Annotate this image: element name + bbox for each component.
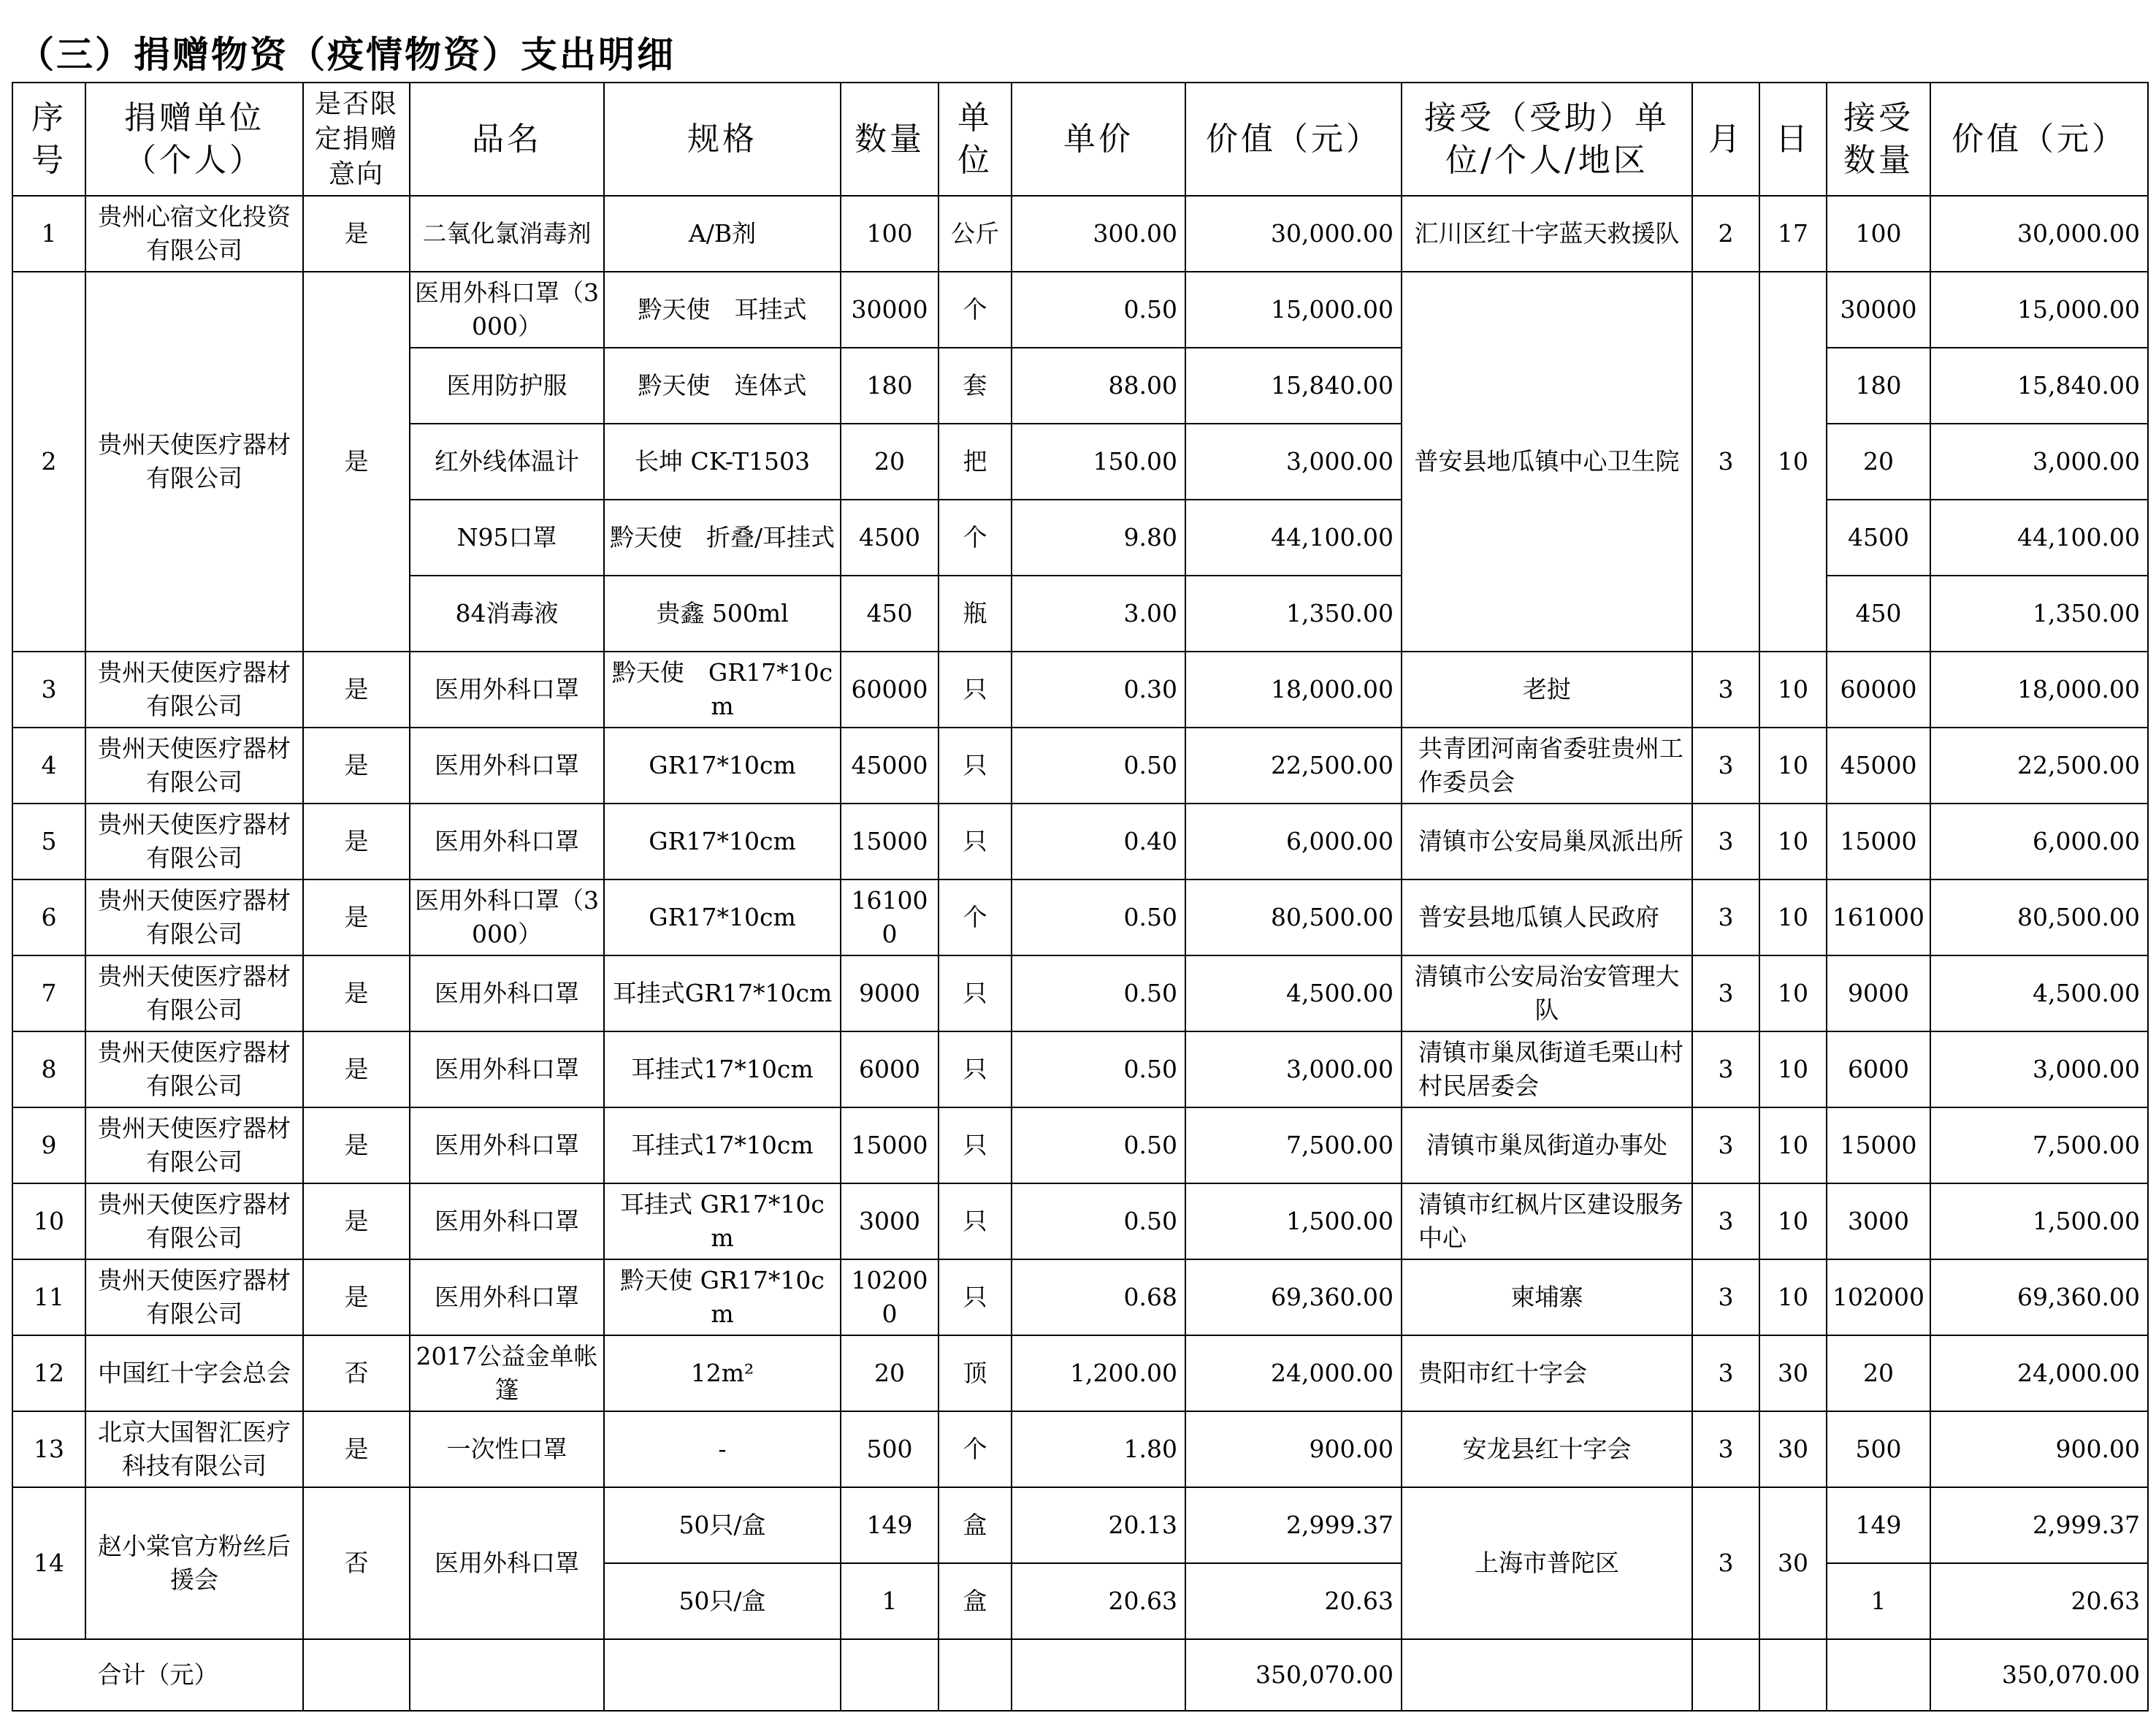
- cell-donor: 贵州心宿文化投资有限公司: [85, 196, 303, 272]
- cell-recv-value: 6,000.00: [1930, 804, 2148, 879]
- cell-restricted: 是: [303, 652, 410, 728]
- cell-day: 30: [1759, 1487, 1827, 1639]
- cell-name: 医用外科口罩: [410, 804, 604, 879]
- cell-recv-value: 15,840.00: [1930, 348, 2148, 424]
- table-row: [12, 1031, 2148, 1107]
- col-header-month: 月: [1692, 83, 1759, 196]
- cell-price: 88.00: [1012, 348, 1185, 424]
- cell-receiver: 贵阳市红十字会: [1402, 1335, 1692, 1411]
- cell-price: 0.50: [1012, 955, 1185, 1031]
- cell-price: 0.40: [1012, 804, 1185, 879]
- cell-restricted: 是: [303, 804, 410, 879]
- cell-price: 300.00: [1012, 196, 1185, 272]
- cell-recv-value: 3,000.00: [1930, 1031, 2148, 1107]
- cell-value: 900.00: [1185, 1411, 1402, 1487]
- cell-price: 0.50: [1012, 1031, 1185, 1107]
- cell-value: 1,500.00: [1185, 1183, 1402, 1259]
- cell-price: 0.50: [1012, 272, 1185, 348]
- cell-unit: 把: [939, 424, 1012, 500]
- cell-recv-qty: 500: [1827, 1411, 1930, 1487]
- cell-seq: 2: [12, 272, 85, 652]
- cell-name: N95口罩: [410, 500, 604, 576]
- cell-spec: 黔天使 耳挂式: [604, 272, 841, 348]
- total-empty-cell: [1759, 1639, 1827, 1711]
- cell-value: 24,000.00: [1185, 1335, 1402, 1411]
- col-header-unit: 单位: [939, 83, 1012, 196]
- col-header-seq: 序号: [12, 83, 85, 196]
- cell-donor: 贵州天使医疗器材有限公司: [85, 1183, 303, 1259]
- table-row: [12, 879, 2148, 955]
- cell-unit: 只: [939, 955, 1012, 1031]
- cell-value: 18,000.00: [1185, 652, 1402, 728]
- cell-recv-value: 3,000.00: [1930, 424, 2148, 500]
- cell-qty: 500: [841, 1411, 939, 1487]
- cell-name: 医用外科口罩: [410, 1259, 604, 1335]
- cell-name: 84消毒液: [410, 576, 604, 652]
- cell-receiver: 清镇市公安局治安管理大队: [1402, 955, 1692, 1031]
- cell-day: 10: [1759, 1183, 1827, 1259]
- cell-recv-value: 80,500.00: [1930, 879, 2148, 955]
- cell-month: 2: [1692, 196, 1759, 272]
- table-row: [12, 1259, 2148, 1335]
- cell-spec: 黔天使 GR17*10cm: [604, 652, 841, 728]
- cell-recv-value: 30,000.00: [1930, 196, 2148, 272]
- cell-qty: 9000: [841, 955, 939, 1031]
- cell-unit: 瓶: [939, 576, 1012, 652]
- total-empty-cell: [1402, 1639, 1692, 1711]
- cell-seq: 10: [12, 1183, 85, 1259]
- cell-spec: 耳挂式 GR17*10cm: [604, 1183, 841, 1259]
- page-title: （三）捐赠物资（疫情物资）支出明细: [18, 33, 676, 76]
- cell-recv-qty: 3000: [1827, 1183, 1930, 1259]
- total-empty-cell: [604, 1639, 841, 1711]
- cell-recv-qty: 9000: [1827, 955, 1930, 1031]
- col-header-day: 日: [1759, 83, 1827, 196]
- cell-name: 一次性口罩: [410, 1411, 604, 1487]
- cell-seq: 9: [12, 1107, 85, 1183]
- col-header-recv-qty: 接受数量: [1827, 83, 1930, 196]
- cell-month: 3: [1692, 1487, 1759, 1639]
- cell-seq: 6: [12, 879, 85, 955]
- cell-name: 医用外科口罩: [410, 1031, 604, 1107]
- cell-receiver: 清镇市巢凤街道办事处: [1402, 1107, 1692, 1183]
- cell-price: 0.30: [1012, 652, 1185, 728]
- cell-recv-qty: 15000: [1827, 1107, 1930, 1183]
- cell-recv-qty: 15000: [1827, 804, 1930, 879]
- total-label: 合计（元）: [12, 1639, 303, 1711]
- cell-name: 医用防护服: [410, 348, 604, 424]
- cell-recv-value: 22,500.00: [1930, 728, 2148, 804]
- cell-day: 10: [1759, 1031, 1827, 1107]
- table-row: [12, 1411, 2148, 1487]
- cell-value: 69,360.00: [1185, 1259, 1402, 1335]
- cell-receiver: 共青团河南省委驻贵州工作委员会: [1402, 728, 1692, 804]
- cell-seq: 13: [12, 1411, 85, 1487]
- cell-unit: 个: [939, 500, 1012, 576]
- cell-unit: 个: [939, 272, 1012, 348]
- cell-receiver: 清镇市巢凤街道毛栗山村村民居委会: [1402, 1031, 1692, 1107]
- cell-month: 3: [1692, 955, 1759, 1031]
- cell-value: 6,000.00: [1185, 804, 1402, 879]
- cell-seq: 12: [12, 1335, 85, 1411]
- cell-month: 3: [1692, 804, 1759, 879]
- col-header-price: 单价: [1012, 83, 1185, 196]
- cell-restricted: 是: [303, 879, 410, 955]
- cell-donor: 北京大国智汇医疗科技有限公司: [85, 1411, 303, 1487]
- cell-month: 3: [1692, 1335, 1759, 1411]
- cell-receiver: 清镇市公安局巢凤派出所: [1402, 804, 1692, 879]
- cell-recv-value: 44,100.00: [1930, 500, 2148, 576]
- table-row: [12, 272, 2148, 348]
- cell-qty: 450: [841, 576, 939, 652]
- cell-receiver: 老挝: [1402, 652, 1692, 728]
- cell-price: 20.13: [1012, 1487, 1185, 1563]
- col-header-restricted: 是否限定捐赠意向: [303, 83, 410, 196]
- cell-recv-qty: 450: [1827, 576, 1930, 652]
- cell-day: 10: [1759, 804, 1827, 879]
- cell-recv-qty: 1: [1827, 1563, 1930, 1639]
- cell-price: 9.80: [1012, 500, 1185, 576]
- cell-spec: 黔天使 GR17*10cm: [604, 1259, 841, 1335]
- cell-spec: A/B剂: [604, 196, 841, 272]
- cell-unit: 只: [939, 652, 1012, 728]
- col-header-receiver: 接受（受助）单位/个人/地区: [1402, 83, 1692, 196]
- cell-spec: GR17*10cm: [604, 804, 841, 879]
- cell-day: 10: [1759, 879, 1827, 955]
- cell-spec: 12m²: [604, 1335, 841, 1411]
- cell-spec: -: [604, 1411, 841, 1487]
- cell-recv-qty: 180: [1827, 348, 1930, 424]
- cell-spec: 黔天使 连体式: [604, 348, 841, 424]
- cell-unit: 个: [939, 879, 1012, 955]
- cell-donor: 中国红十字会总会: [85, 1335, 303, 1411]
- cell-seq: 5: [12, 804, 85, 879]
- cell-receiver: 安龙县红十字会: [1402, 1411, 1692, 1487]
- cell-recv-qty: 149: [1827, 1487, 1930, 1563]
- cell-recv-qty: 6000: [1827, 1031, 1930, 1107]
- total-empty-cell: [303, 1639, 410, 1711]
- cell-qty: 100: [841, 196, 939, 272]
- cell-qty: 180: [841, 348, 939, 424]
- cell-restricted: 否: [303, 1335, 410, 1411]
- cell-seq: 7: [12, 955, 85, 1031]
- cell-day: 30: [1759, 1411, 1827, 1487]
- cell-restricted: 否: [303, 1487, 410, 1639]
- cell-spec: 耳挂式17*10cm: [604, 1107, 841, 1183]
- cell-day: 10: [1759, 1107, 1827, 1183]
- cell-price: 150.00: [1012, 424, 1185, 500]
- cell-recv-qty: 4500: [1827, 500, 1930, 576]
- cell-value: 15,840.00: [1185, 348, 1402, 424]
- cell-name: 二氧化氯消毒剂: [410, 196, 604, 272]
- cell-spec: 贵鑫 500ml: [604, 576, 841, 652]
- cell-donor: 贵州天使医疗器材有限公司: [85, 879, 303, 955]
- cell-unit: 公斤: [939, 196, 1012, 272]
- cell-restricted: 是: [303, 728, 410, 804]
- cell-seq: 1: [12, 196, 85, 272]
- total-empty-cell: [1827, 1639, 1930, 1711]
- cell-restricted: 是: [303, 272, 410, 652]
- cell-recv-value: 1,500.00: [1930, 1183, 2148, 1259]
- cell-qty: 4500: [841, 500, 939, 576]
- cell-month: 3: [1692, 1411, 1759, 1487]
- cell-value: 1,350.00: [1185, 576, 1402, 652]
- cell-qty: 102000: [841, 1259, 939, 1335]
- cell-day: 10: [1759, 1259, 1827, 1335]
- cell-restricted: 是: [303, 1183, 410, 1259]
- col-header-qty: 数量: [841, 83, 939, 196]
- cell-donor: 贵州天使医疗器材有限公司: [85, 652, 303, 728]
- table-row: [12, 1487, 2148, 1563]
- cell-price: 0.50: [1012, 1107, 1185, 1183]
- cell-value: 80,500.00: [1185, 879, 1402, 955]
- cell-day: 10: [1759, 652, 1827, 728]
- cell-month: 3: [1692, 1259, 1759, 1335]
- cell-receiver: 清镇市红枫片区建设服务中心: [1402, 1183, 1692, 1259]
- cell-qty: 3000: [841, 1183, 939, 1259]
- cell-seq: 4: [12, 728, 85, 804]
- cell-value: 20.63: [1185, 1563, 1402, 1639]
- cell-qty: 60000: [841, 652, 939, 728]
- table-row: [12, 196, 2148, 272]
- total-recv-value: 350,070.00: [1930, 1639, 2148, 1711]
- cell-receiver: 普安县地瓜镇人民政府: [1402, 879, 1692, 955]
- table-row: [12, 652, 2148, 728]
- cell-value: 22,500.00: [1185, 728, 1402, 804]
- cell-spec: 长坤 CK-T1503: [604, 424, 841, 500]
- cell-value: 44,100.00: [1185, 500, 1402, 576]
- cell-recv-value: 18,000.00: [1930, 652, 2148, 728]
- cell-name: 医用外科口罩: [410, 652, 604, 728]
- cell-day: 10: [1759, 728, 1827, 804]
- cell-recv-value: 900.00: [1930, 1411, 2148, 1487]
- table-row: [12, 1183, 2148, 1259]
- header-row: [12, 83, 2148, 196]
- cell-restricted: 是: [303, 955, 410, 1031]
- cell-unit: 套: [939, 348, 1012, 424]
- cell-qty: 20: [841, 1335, 939, 1411]
- total-empty-cell: [1692, 1639, 1759, 1711]
- cell-price: 20.63: [1012, 1563, 1185, 1639]
- total-value: 350,070.00: [1185, 1639, 1402, 1711]
- col-header-name: 品名: [410, 83, 604, 196]
- cell-donor: 贵州天使医疗器材有限公司: [85, 728, 303, 804]
- cell-recv-value: 2,999.37: [1930, 1487, 2148, 1563]
- cell-recv-qty: 45000: [1827, 728, 1930, 804]
- cell-month: 3: [1692, 1107, 1759, 1183]
- cell-spec: GR17*10cm: [604, 879, 841, 955]
- col-header-spec: 规格: [604, 83, 841, 196]
- cell-receiver: 柬埔寨: [1402, 1259, 1692, 1335]
- cell-qty: 1: [841, 1563, 939, 1639]
- cell-unit: 只: [939, 804, 1012, 879]
- cell-spec: 50只/盒: [604, 1487, 841, 1563]
- table-row: [12, 804, 2148, 879]
- cell-day: 10: [1759, 955, 1827, 1031]
- cell-value: 2,999.37: [1185, 1487, 1402, 1563]
- cell-recv-qty: 20: [1827, 424, 1930, 500]
- cell-seq: 8: [12, 1031, 85, 1107]
- total-empty-cell: [1012, 1639, 1185, 1711]
- cell-month: 3: [1692, 652, 1759, 728]
- cell-name: 医用外科口罩: [410, 728, 604, 804]
- cell-unit: 顶: [939, 1335, 1012, 1411]
- cell-restricted: 是: [303, 196, 410, 272]
- total-row: [12, 1639, 2148, 1711]
- cell-recv-qty: 102000: [1827, 1259, 1930, 1335]
- cell-spec: 耳挂式GR17*10cm: [604, 955, 841, 1031]
- cell-name: 医用外科口罩（3000）: [410, 272, 604, 348]
- cell-name: 2017公益金单帐篷: [410, 1335, 604, 1411]
- cell-donor: 赵小棠官方粉丝后援会: [85, 1487, 303, 1639]
- cell-recv-qty: 60000: [1827, 652, 1930, 728]
- cell-price: 3.00: [1012, 576, 1185, 652]
- cell-value: 3,000.00: [1185, 424, 1402, 500]
- cell-name: 医用外科口罩: [410, 1107, 604, 1183]
- cell-seq: 14: [12, 1487, 85, 1639]
- cell-recv-value: 20.63: [1930, 1563, 2148, 1639]
- cell-qty: 149: [841, 1487, 939, 1563]
- cell-seq: 11: [12, 1259, 85, 1335]
- cell-donor: 贵州天使医疗器材有限公司: [85, 272, 303, 652]
- cell-month: 3: [1692, 728, 1759, 804]
- cell-spec: 黔天使 折叠/耳挂式: [604, 500, 841, 576]
- cell-receiver: 普安县地瓜镇中心卫生院: [1402, 272, 1692, 652]
- cell-name: 医用外科口罩: [410, 1487, 604, 1639]
- cell-value: 3,000.00: [1185, 1031, 1402, 1107]
- total-empty-cell: [841, 1639, 939, 1711]
- cell-qty: 15000: [841, 804, 939, 879]
- cell-unit: 盒: [939, 1487, 1012, 1563]
- cell-name: 医用外科口罩: [410, 955, 604, 1031]
- cell-month: 3: [1692, 1183, 1759, 1259]
- cell-value: 15,000.00: [1185, 272, 1402, 348]
- cell-donor: 贵州天使医疗器材有限公司: [85, 1031, 303, 1107]
- cell-price: 1,200.00: [1012, 1335, 1185, 1411]
- cell-unit: 只: [939, 728, 1012, 804]
- cell-price: 0.50: [1012, 1183, 1185, 1259]
- cell-receiver: 汇川区红十字蓝天救援队: [1402, 196, 1692, 272]
- cell-unit: 只: [939, 1107, 1012, 1183]
- cell-qty: 6000: [841, 1031, 939, 1107]
- cell-recv-value: 4,500.00: [1930, 955, 2148, 1031]
- cell-seq: 3: [12, 652, 85, 728]
- cell-recv-value: 1,350.00: [1930, 576, 2148, 652]
- cell-qty: 161000: [841, 879, 939, 955]
- cell-recv-qty: 20: [1827, 1335, 1930, 1411]
- cell-name: 医用外科口罩: [410, 1183, 604, 1259]
- table-row: [12, 955, 2148, 1031]
- cell-price: 1.80: [1012, 1411, 1185, 1487]
- cell-restricted: 是: [303, 1259, 410, 1335]
- cell-qty: 15000: [841, 1107, 939, 1183]
- total-empty-cell: [939, 1639, 1012, 1711]
- cell-price: 0.68: [1012, 1259, 1185, 1335]
- cell-spec: 50只/盒: [604, 1563, 841, 1639]
- cell-name: 医用外科口罩（3000）: [410, 879, 604, 955]
- cell-donor: 贵州天使医疗器材有限公司: [85, 1107, 303, 1183]
- col-header-value: 价值（元）: [1185, 83, 1402, 196]
- cell-recv-qty: 30000: [1827, 272, 1930, 348]
- cell-unit: 只: [939, 1031, 1012, 1107]
- cell-recv-value: 69,360.00: [1930, 1259, 2148, 1335]
- cell-receiver: 上海市普陀区: [1402, 1487, 1692, 1639]
- cell-day: 17: [1759, 196, 1827, 272]
- cell-unit: 只: [939, 1183, 1012, 1259]
- col-header-donor: 捐赠单位（个人）: [85, 83, 303, 196]
- cell-spec: 耳挂式17*10cm: [604, 1031, 841, 1107]
- table-row: [12, 728, 2148, 804]
- cell-unit: 个: [939, 1411, 1012, 1487]
- cell-value: 4,500.00: [1185, 955, 1402, 1031]
- cell-recv-qty: 161000: [1827, 879, 1930, 955]
- total-empty-cell: [410, 1639, 604, 1711]
- cell-qty: 30000: [841, 272, 939, 348]
- cell-recv-qty: 100: [1827, 196, 1930, 272]
- cell-unit: 盒: [939, 1563, 1012, 1639]
- cell-price: 0.50: [1012, 728, 1185, 804]
- cell-restricted: 是: [303, 1107, 410, 1183]
- cell-recv-value: 7,500.00: [1930, 1107, 2148, 1183]
- cell-month: 3: [1692, 272, 1759, 652]
- cell-month: 3: [1692, 1031, 1759, 1107]
- cell-donor: 贵州天使医疗器材有限公司: [85, 1259, 303, 1335]
- cell-name: 红外线体温计: [410, 424, 604, 500]
- cell-recv-value: 24,000.00: [1930, 1335, 2148, 1411]
- cell-donor: 贵州天使医疗器材有限公司: [85, 955, 303, 1031]
- donation-expenditure-table: [12, 82, 2149, 1712]
- cell-restricted: 是: [303, 1411, 410, 1487]
- cell-spec: GR17*10cm: [604, 728, 841, 804]
- cell-unit: 只: [939, 1259, 1012, 1335]
- cell-qty: 45000: [841, 728, 939, 804]
- table-row: [12, 1107, 2148, 1183]
- cell-value: 7,500.00: [1185, 1107, 1402, 1183]
- cell-day: 10: [1759, 272, 1827, 652]
- cell-recv-value: 15,000.00: [1930, 272, 2148, 348]
- cell-price: 0.50: [1012, 879, 1185, 955]
- table-row: [12, 1335, 2148, 1411]
- cell-month: 3: [1692, 879, 1759, 955]
- cell-restricted: 是: [303, 1031, 410, 1107]
- cell-day: 30: [1759, 1335, 1827, 1411]
- col-header-recv-value: 价值（元）: [1930, 83, 2148, 196]
- cell-donor: 贵州天使医疗器材有限公司: [85, 804, 303, 879]
- cell-qty: 20: [841, 424, 939, 500]
- cell-value: 30,000.00: [1185, 196, 1402, 272]
